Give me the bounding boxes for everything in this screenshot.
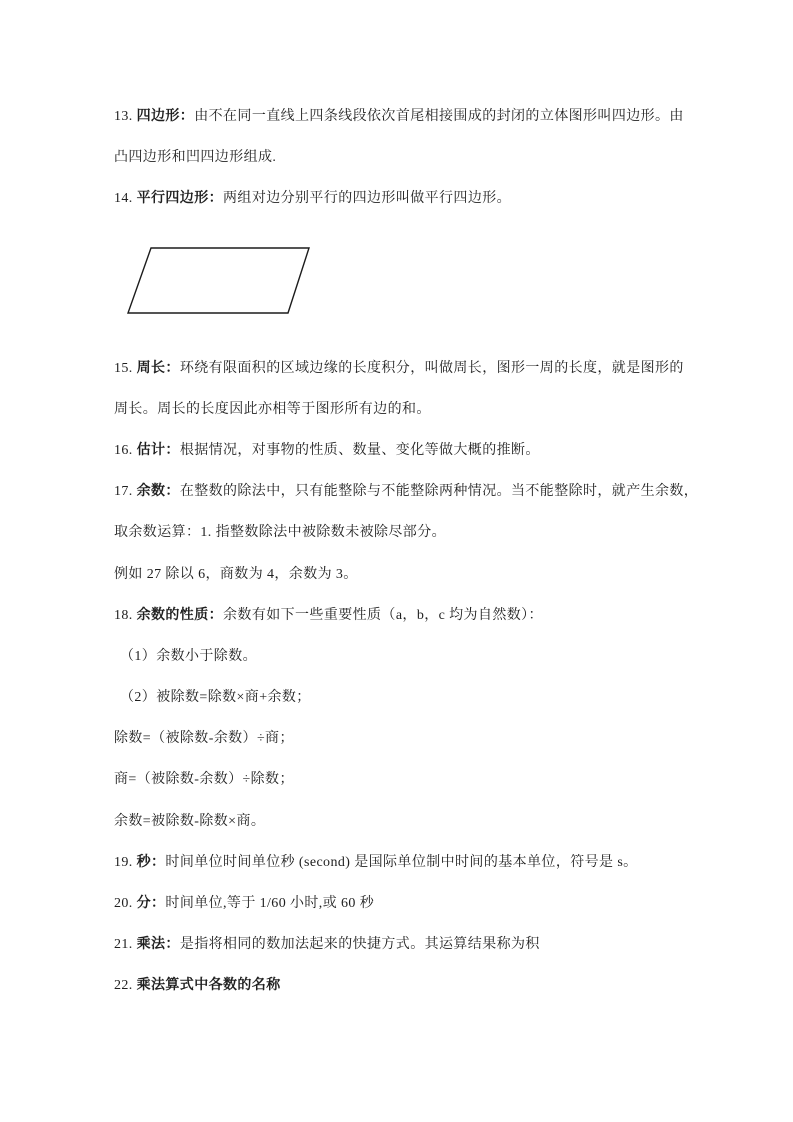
definition-text: 环绕有限面积的区域边缘的长度积分，叫做周长，图形一周的长度，就是图形的: [179, 360, 684, 376]
item-number: 18.: [114, 607, 137, 623]
definition-text: 除数=（被除数-余数）÷商；: [114, 731, 294, 747]
term-bold: 估计：: [136, 442, 180, 458]
term-bold: 四边形：: [136, 109, 195, 124]
term-bold: 乘法算式中各数的名称: [136, 978, 281, 994]
item-number: 15.: [114, 360, 137, 376]
term-bold: 平行四边形：: [136, 191, 224, 207]
definition-text: 余数=被除数-除数×商。: [114, 813, 266, 829]
item-13-line-2: [114, 137, 680, 178]
formula-remainder: [114, 801, 680, 842]
parallelogram-figure: [127, 247, 312, 314]
definition-text: 在整数的除法中，只有能整除与不能整除两种情况。当不能整除时，就产生余数，: [179, 484, 699, 500]
item-20-line: [114, 883, 680, 924]
formula-divisor: [114, 718, 680, 759]
definition-text: 根据情况，对事物的性质、数量、变化等做大概的推断。: [179, 442, 540, 458]
term-bold: 余数的性质：: [136, 607, 224, 623]
term-bold: 余数：: [136, 484, 180, 500]
item-number: 14.: [114, 191, 137, 207]
definition-text: 余数有如下一些重要性质（a，b，c 均为自然数）：: [223, 607, 543, 623]
definition-text: （1）余数小于除数。: [120, 648, 257, 664]
item-14-line: [114, 178, 680, 219]
term-bold: 周长：: [136, 360, 180, 376]
item-number: 21.: [114, 937, 137, 953]
figure-block: [114, 220, 680, 348]
item-number: 20.: [114, 896, 137, 911]
item-18-sub-2: [114, 677, 680, 718]
item-13-line-1: [114, 96, 684, 137]
term-bold: 乘法：: [136, 937, 180, 953]
item-17-line-1: [114, 471, 699, 512]
item-number: 17.: [114, 484, 137, 500]
definition-text: 时间单位时间单位秒 (second) 是国际单位制中时间的基本单位，符号是 s。: [165, 854, 638, 870]
item-22-line: [114, 965, 680, 1006]
item-19-line: [114, 842, 680, 883]
item-number: 16.: [114, 442, 137, 458]
item-15-line-2: [114, 389, 680, 430]
item-18-line: [114, 595, 680, 636]
term-bold: 秒：: [136, 854, 166, 870]
item-number: 19.: [114, 854, 137, 870]
item-18-sub-1: [114, 636, 680, 677]
definition-text: 时间单位,等于 1/60 小时,或 60 秒: [165, 896, 375, 911]
definition-text: 例如 27 除以 6，商数为 4，余数为 3。: [114, 566, 358, 582]
definition-text: 凸四边形和凹四边形组成.: [114, 150, 277, 166]
definition-text: 周长。周长的长度因此亦相等于图形所有边的和。: [114, 401, 431, 417]
definition-text: 商=（被除数-余数）÷除数；: [114, 772, 294, 788]
item-number: 22.: [114, 978, 137, 994]
item-16-line: [114, 430, 680, 471]
definition-text: 由不在同一直线上四条线段依次首尾相接围成的封闭的立体图形叫四边形。由: [194, 109, 684, 124]
term-bold: 分：: [136, 896, 166, 911]
definition-text: 取余数运算：1. 指整数除法中被除数未被除尽部分。: [114, 525, 446, 541]
item-17-line-2: [114, 512, 680, 553]
item-17-example-line: [114, 554, 680, 595]
definition-text: 两组对边分别平行的四边形叫做平行四边形。: [223, 191, 512, 207]
formula-quotient: [114, 759, 680, 800]
definition-text: （2）被除数=除数×商+余数；: [120, 690, 311, 706]
item-15-line-1: [114, 348, 684, 389]
item-number: 13.: [114, 109, 137, 124]
document-content: [114, 96, 699, 1007]
item-21-line: [114, 924, 680, 965]
definition-text: 是指将相同的数加法起来的快捷方式。其运算结果称为积: [179, 937, 540, 953]
